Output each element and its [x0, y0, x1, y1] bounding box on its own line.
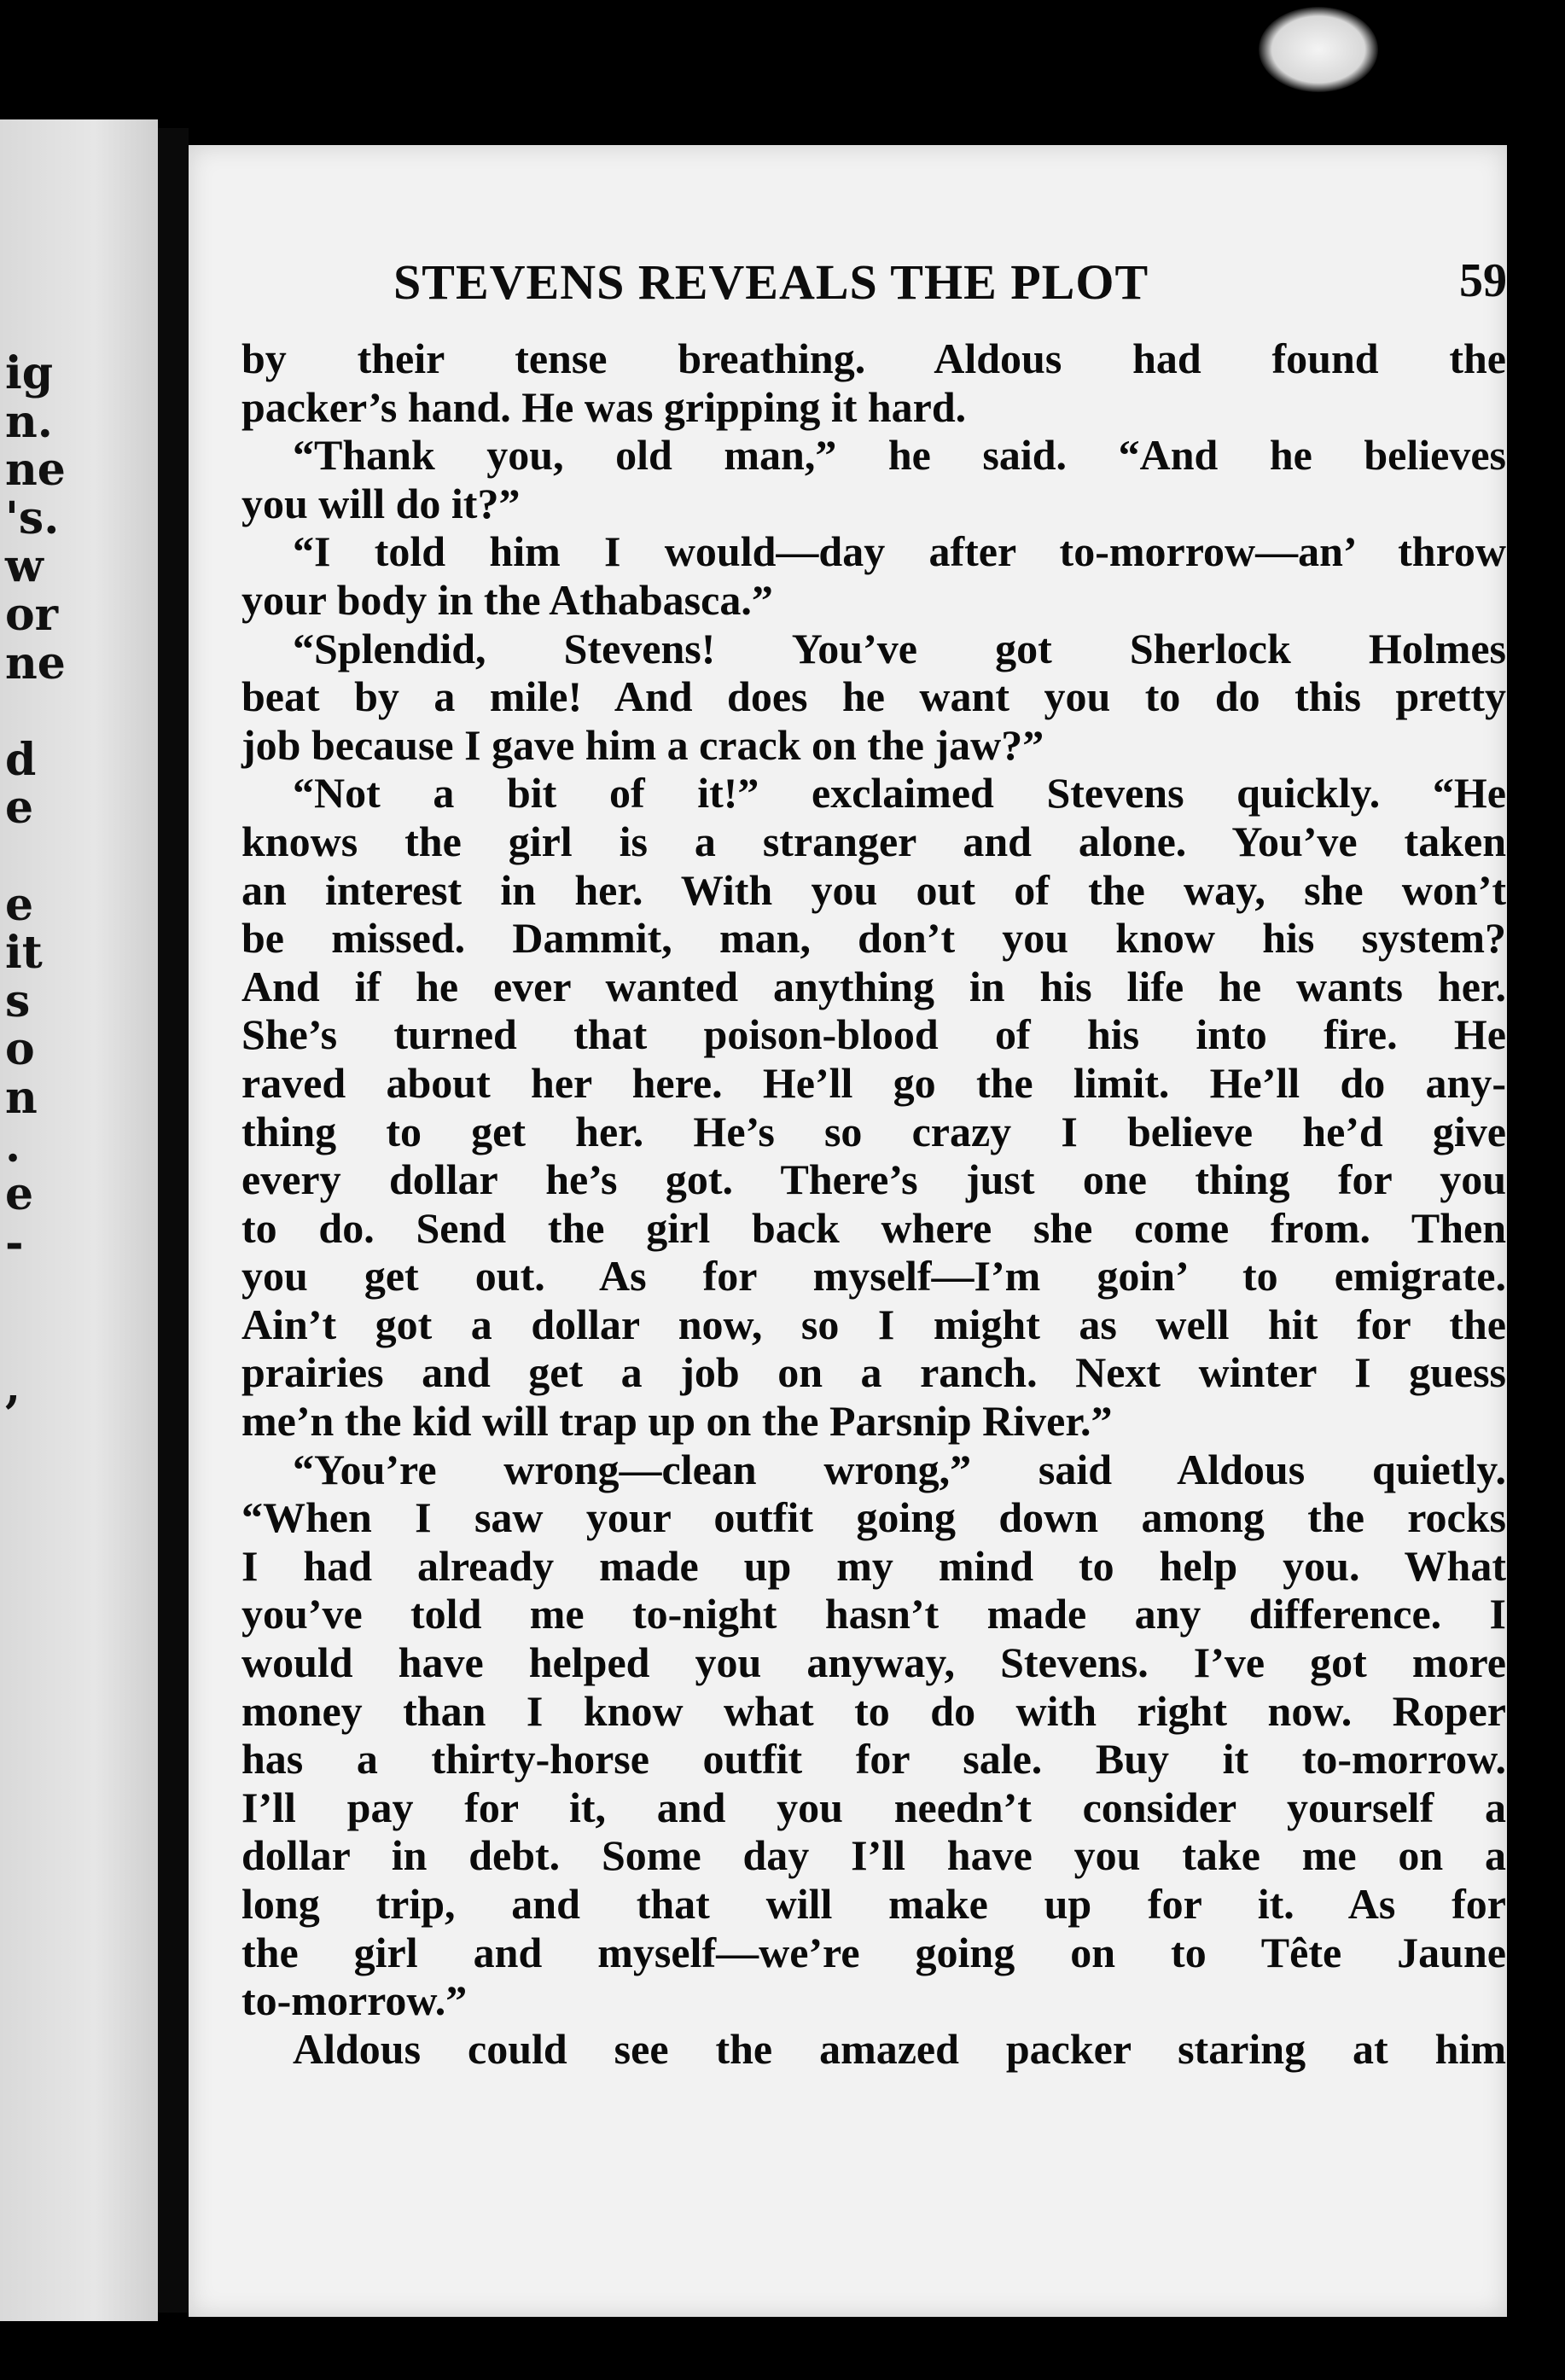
text-line: you will do it?” — [241, 479, 521, 527]
page-number: 59 — [1459, 254, 1507, 307]
text-line: to do. Send the girl back where she come from. Then — [241, 1203, 1506, 1252]
previous-page-fragment: e — [5, 1168, 34, 1221]
text-line: “You’re wrong—clean wrong,” said Aldous quietly. — [293, 1445, 1506, 1493]
text-line: knows the girl is a stranger and alone. You’ve taken — [241, 817, 1506, 865]
text-line: I had already made up my mind to help you. What — [241, 1541, 1506, 1590]
previous-page-fragment: w — [5, 540, 44, 593]
text-line: “Not a bit of it!” exclaimed Stevens quickly. “He — [293, 769, 1506, 818]
text-line: the girl and myself—we’re going on to Tête Jaune — [241, 1928, 1506, 1976]
previous-page-fragment: n. — [5, 395, 53, 448]
previous-page-fragment — [5, 833, 56, 882]
text-line: you get out. As for myself—I’m goin’ to emigrate. — [241, 1252, 1506, 1301]
previous-page-fragment: 's. — [5, 492, 60, 544]
previous-page-fragment: . — [5, 1120, 21, 1173]
text-line: your body in the Athabasca.” — [241, 575, 773, 624]
text-line: packer’s hand. He was gripping it hard. — [241, 382, 967, 431]
text-line: to-morrow.” — [241, 1976, 468, 2025]
text-line: beat by a mile! And does he want you to do this pretty — [241, 672, 1506, 721]
previous-page-fragment: s — [5, 975, 31, 1027]
book-page — [189, 145, 1507, 2317]
text-line: She’s turned that poison-blood of his into fire. He — [241, 1010, 1506, 1059]
previous-page-fragment: ne — [5, 444, 66, 497]
previous-page-fragment: n — [5, 1071, 38, 1124]
previous-page-edge — [0, 119, 158, 2321]
previous-page-fragment: e — [5, 878, 34, 931]
text-line: “Thank you, old man,” he said. “And he believes — [293, 431, 1506, 480]
text-line: has a thirty-horse outfit for sale. Buy it to-morrow. — [241, 1735, 1506, 1784]
text-line: be missed. Dammit, man, don’t you know his system? — [241, 914, 1506, 963]
previous-page-fragment: or — [5, 588, 59, 641]
text-line: by their tense breathing. Aldous had found the — [241, 335, 1506, 382]
previous-page-fragment: o — [5, 1023, 35, 1076]
previous-page-fragment: - — [5, 1216, 24, 1269]
previous-page-text-fragments — [5, 347, 66, 1461]
text-line: money than I know what to do with right now. Roper — [241, 1686, 1506, 1735]
text-line: raved about her here. He’ll go the limit. He’ll do any- — [241, 1058, 1506, 1107]
previous-page-fragment: , — [5, 1361, 21, 1414]
previous-page-fragment: ne — [5, 637, 66, 690]
text-line: prairies and get a job on a ranch. Next winter I guess — [241, 1348, 1506, 1397]
text-line: I’ll pay for it, and you needn’t consider yourself a — [241, 1783, 1506, 1831]
text-line: And if he ever wanted anything in his life he wants her. — [241, 962, 1506, 1010]
page-gutter — [158, 128, 189, 2313]
previous-page-fragment: ig — [5, 347, 54, 399]
text-line: “When I saw your outfit going down among the rocks — [241, 1493, 1506, 1542]
text-line: “Splendid, Stevens! You’ve got Sherlock Holmes — [293, 624, 1506, 672]
text-line: an interest in her. With you out of the way, she won’t — [241, 865, 1506, 914]
text-line: me’n the kid will trap up on the Parsnip River.” — [241, 1397, 1113, 1446]
text-line: would have helped you anyway, Stevens. I’ve got more — [241, 1638, 1506, 1687]
text-line: long trip, and that will make up for it. As for — [241, 1880, 1506, 1928]
text-line: thing to get her. He’s so crazy I believe he’d give — [241, 1107, 1506, 1155]
text-line: dollar in debt. Some day I’ll have you take me on a — [241, 1831, 1506, 1880]
previous-page-fragment — [5, 688, 56, 736]
previous-page-fragment — [5, 1316, 56, 1365]
text-line: job because I gave him a crack on the jaw?” — [241, 720, 1044, 769]
page-body-text — [241, 335, 1506, 2073]
chapter-title: STEVENS REVEALS THE PLOT — [393, 254, 1149, 310]
previous-page-fragment — [5, 1412, 56, 1461]
paper-blemish — [1259, 7, 1378, 92]
text-line: Aldous could see the amazed packer staring at him — [293, 2024, 1506, 2073]
previous-page-fragment — [5, 1267, 56, 1316]
previous-page-fragment: it — [5, 927, 43, 980]
text-line: “I told him I would—day after to-morrow—an’ throw — [293, 527, 1506, 576]
text-line: every dollar he’s got. There’s just one thing for you — [241, 1155, 1506, 1204]
text-line: you’ve told me to-night hasn’t made any difference. I — [241, 1590, 1506, 1638]
text-line: Ain’t got a dollar now, so I might as well hit for the — [241, 1300, 1506, 1348]
previous-page-fragment: d — [5, 733, 37, 786]
running-head — [393, 253, 1507, 322]
previous-page-fragment: e — [5, 782, 34, 835]
